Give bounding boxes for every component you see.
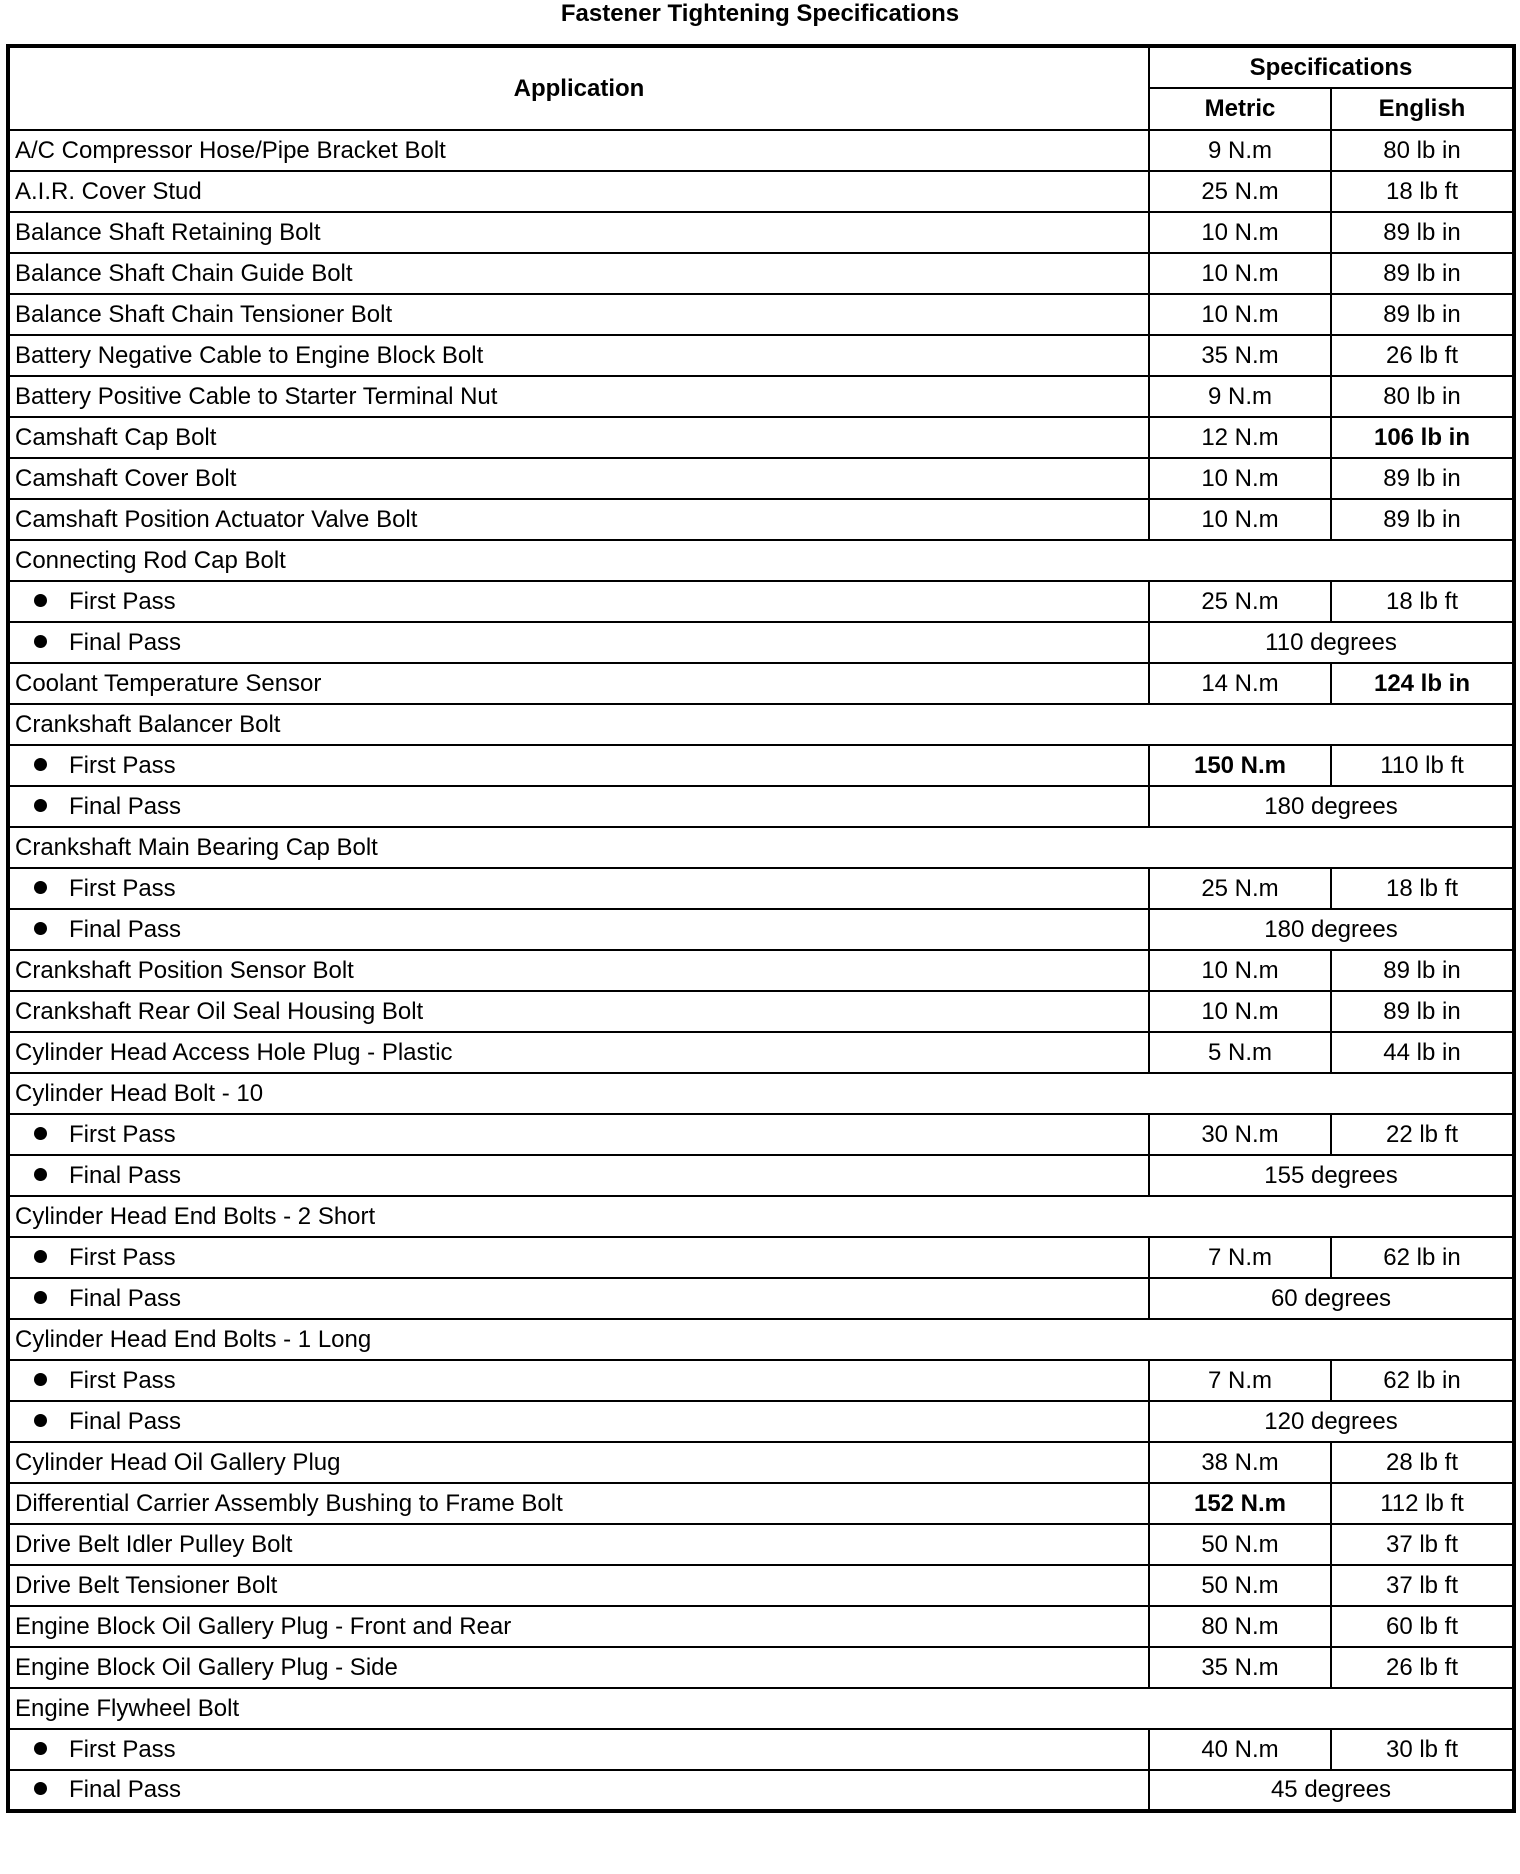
metric-cell: 50 N.m: [1149, 1565, 1331, 1606]
table-row: [8, 294, 1514, 335]
application-label: Balance Shaft Retaining Bolt: [15, 218, 321, 246]
metric-cell: 9 N.m: [1149, 130, 1331, 171]
page-title: Fastener Tightening Specifications: [560, 0, 960, 27]
angle-spec-cell: 180 degrees: [1149, 909, 1514, 950]
application-label: First Pass: [69, 1120, 176, 1148]
application-group-label: Cylinder Head End Bolts - 1 Long: [8, 1319, 1149, 1360]
application-label: Final Pass: [69, 1161, 182, 1189]
application-cell: [8, 1483, 1149, 1524]
application-cell: [8, 1729, 1149, 1770]
table-row: [8, 1688, 1514, 1729]
table-row: [8, 417, 1514, 458]
english-cell: 37 lb ft: [1331, 1565, 1514, 1606]
metric-cell: 25 N.m: [1149, 868, 1331, 909]
table-row: [8, 663, 1514, 704]
metric-cell: 10 N.m: [1149, 991, 1331, 1032]
english-cell: 80 lb in: [1331, 376, 1514, 417]
bullet-icon: [34, 1782, 47, 1795]
header-specifications: Specifications: [1149, 46, 1514, 88]
table-row: [8, 1237, 1514, 1278]
english-cell: 89 lb in: [1331, 212, 1514, 253]
application-cell: [8, 1442, 1149, 1483]
table-row: [8, 458, 1514, 499]
group-spec-filler: [1149, 1319, 1514, 1360]
application-cell: [8, 499, 1149, 540]
fastener-spec-table: [6, 44, 1516, 1813]
table-row: [8, 1770, 1514, 1811]
application-label: First Pass: [69, 1243, 176, 1271]
angle-spec-cell: 120 degrees: [1149, 1401, 1514, 1442]
group-spec-filler: [1149, 540, 1514, 581]
table-row: [8, 540, 1514, 581]
bullet-icon: [34, 1373, 47, 1386]
metric-cell: 25 N.m: [1149, 171, 1331, 212]
application-cell: [8, 1524, 1149, 1565]
application-cell: [8, 130, 1149, 171]
application-cell: [8, 581, 1149, 622]
application-label: First Pass: [69, 874, 176, 902]
metric-cell: 10 N.m: [1149, 212, 1331, 253]
table-row: [8, 581, 1514, 622]
table-row: [8, 171, 1514, 212]
application-cell: [8, 950, 1149, 991]
english-cell: 89 lb in: [1331, 458, 1514, 499]
application-group-label: Crankshaft Balancer Bolt: [8, 704, 1149, 745]
bullet-icon: [34, 594, 47, 607]
application-cell: [8, 376, 1149, 417]
application-cell: [8, 294, 1149, 335]
metric-cell: 30 N.m: [1149, 1114, 1331, 1155]
english-cell: 89 lb in: [1331, 294, 1514, 335]
application-label: Camshaft Cap Bolt: [15, 423, 217, 451]
english-cell: 62 lb in: [1331, 1237, 1514, 1278]
application-label: Cylinder Head Access Hole Plug - Plastic: [15, 1038, 453, 1066]
english-cell: 89 lb in: [1331, 950, 1514, 991]
bullet-icon: [34, 758, 47, 771]
table-row: [8, 622, 1514, 663]
application-cell: [8, 868, 1149, 909]
application-label: Engine Block Oil Gallery Plug - Side: [15, 1653, 398, 1681]
application-label: Balance Shaft Chain Tensioner Bolt: [15, 300, 393, 328]
application-cell: [8, 991, 1149, 1032]
application-cell: [8, 909, 1149, 950]
application-label: Crankshaft Position Sensor Bolt: [15, 956, 354, 984]
table-row: [8, 909, 1514, 950]
bullet-icon: [34, 881, 47, 894]
english-cell: 60 lb ft: [1331, 1606, 1514, 1647]
english-cell: 124 lb in: [1331, 663, 1514, 704]
english-cell: 37 lb ft: [1331, 1524, 1514, 1565]
application-cell: [8, 1770, 1149, 1811]
application-label: Final Pass: [69, 1776, 182, 1803]
english-cell: 112 lb ft: [1331, 1483, 1514, 1524]
table-row: [8, 1565, 1514, 1606]
english-cell: 89 lb in: [1331, 991, 1514, 1032]
bullet-icon: [34, 799, 47, 812]
metric-cell: 10 N.m: [1149, 950, 1331, 991]
english-cell: 89 lb in: [1331, 499, 1514, 540]
application-cell: [8, 663, 1149, 704]
application-cell: [8, 786, 1149, 827]
application-label: Camshaft Position Actuator Valve Bolt: [15, 505, 418, 533]
table-row: [8, 1729, 1514, 1770]
angle-spec-cell: 110 degrees: [1149, 622, 1514, 663]
application-label: Differential Carrier Assembly Bushing to Frame Bolt: [15, 1489, 563, 1517]
english-cell: 26 lb ft: [1331, 1647, 1514, 1688]
application-cell: [8, 1237, 1149, 1278]
table-row: [8, 499, 1514, 540]
application-cell: [8, 458, 1149, 499]
metric-cell: 152 N.m: [1149, 1483, 1331, 1524]
metric-cell: 5 N.m: [1149, 1032, 1331, 1073]
application-label: Final Pass: [69, 1407, 182, 1435]
application-cell: [8, 745, 1149, 786]
table-row: [8, 1155, 1514, 1196]
english-cell: 26 lb ft: [1331, 335, 1514, 376]
metric-cell: 80 N.m: [1149, 1606, 1331, 1647]
english-cell: 44 lb in: [1331, 1032, 1514, 1073]
group-spec-filler: [1149, 1688, 1514, 1729]
application-cell: [8, 1360, 1149, 1401]
metric-cell: 10 N.m: [1149, 499, 1331, 540]
group-spec-filler: [1149, 704, 1514, 745]
metric-cell: 7 N.m: [1149, 1237, 1331, 1278]
group-spec-filler: [1149, 827, 1514, 868]
table-row: [8, 1442, 1514, 1483]
table-row: [8, 1278, 1514, 1319]
table-row: [8, 1401, 1514, 1442]
application-cell: [8, 1032, 1149, 1073]
group-spec-filler: [1149, 1073, 1514, 1114]
metric-cell: 25 N.m: [1149, 581, 1331, 622]
metric-cell: 35 N.m: [1149, 1647, 1331, 1688]
application-label: Drive Belt Tensioner Bolt: [15, 1571, 278, 1599]
group-spec-filler: [1149, 1196, 1514, 1237]
application-label: Engine Block Oil Gallery Plug - Front and Rear: [15, 1612, 512, 1640]
bullet-icon: [34, 1127, 47, 1140]
metric-cell: 38 N.m: [1149, 1442, 1331, 1483]
angle-spec-cell: 60 degrees: [1149, 1278, 1514, 1319]
bullet-icon: [34, 1742, 47, 1755]
application-group-label: Engine Flywheel Bolt: [8, 1688, 1149, 1729]
table-row: [8, 786, 1514, 827]
metric-cell: 50 N.m: [1149, 1524, 1331, 1565]
bullet-icon: [34, 1291, 47, 1304]
english-cell: 28 lb ft: [1331, 1442, 1514, 1483]
english-cell: 80 lb in: [1331, 130, 1514, 171]
table-row: [8, 253, 1514, 294]
application-label: Balance Shaft Chain Guide Bolt: [15, 259, 353, 287]
bullet-icon: [34, 1414, 47, 1427]
english-cell: 89 lb in: [1331, 253, 1514, 294]
metric-cell: 10 N.m: [1149, 294, 1331, 335]
table-row: [8, 130, 1514, 171]
table-row: [8, 1032, 1514, 1073]
table-row: [8, 704, 1514, 745]
bullet-icon: [34, 635, 47, 648]
table-row: [8, 1319, 1514, 1360]
metric-cell: 9 N.m: [1149, 376, 1331, 417]
bullet-icon: [34, 1168, 47, 1181]
table-row: [8, 950, 1514, 991]
application-label: First Pass: [69, 751, 176, 779]
english-cell: 30 lb ft: [1331, 1729, 1514, 1770]
table-row: [8, 376, 1514, 417]
table-row: [8, 868, 1514, 909]
english-cell: 22 lb ft: [1331, 1114, 1514, 1155]
table-row: [8, 1360, 1514, 1401]
metric-cell: 35 N.m: [1149, 335, 1331, 376]
application-label: Final Pass: [69, 628, 182, 656]
english-cell: 106 lb in: [1331, 417, 1514, 458]
table-row: [8, 1483, 1514, 1524]
application-label: Drive Belt Idler Pulley Bolt: [15, 1530, 293, 1558]
metric-cell: 14 N.m: [1149, 663, 1331, 704]
table-row: [8, 335, 1514, 376]
metric-cell: 10 N.m: [1149, 458, 1331, 499]
table-row: [8, 745, 1514, 786]
application-label: Camshaft Cover Bolt: [15, 464, 237, 492]
application-label: Battery Negative Cable to Engine Block Bolt: [15, 341, 484, 369]
table-row: [8, 827, 1514, 868]
english-cell: 18 lb ft: [1331, 581, 1514, 622]
application-label: First Pass: [69, 1366, 176, 1394]
application-cell: [8, 171, 1149, 212]
application-label: First Pass: [69, 587, 176, 615]
application-group-label: Connecting Rod Cap Bolt: [8, 540, 1149, 581]
metric-cell: 10 N.m: [1149, 253, 1331, 294]
application-label: A/C Compressor Hose/Pipe Bracket Bolt: [15, 136, 446, 164]
application-cell: [8, 1565, 1149, 1606]
angle-spec-cell: 45 degrees: [1149, 1770, 1514, 1811]
metric-cell: 40 N.m: [1149, 1729, 1331, 1770]
application-label: A.I.R. Cover Stud: [15, 177, 202, 205]
bullet-icon: [34, 1250, 47, 1263]
angle-spec-cell: 180 degrees: [1149, 786, 1514, 827]
header-english: English: [1331, 88, 1514, 130]
table-row: [8, 1524, 1514, 1565]
table-row: [8, 1196, 1514, 1237]
application-label: Final Pass: [69, 915, 182, 943]
application-label: Cylinder Head Oil Gallery Plug: [15, 1448, 341, 1476]
application-cell: [8, 622, 1149, 663]
table-row: [8, 1606, 1514, 1647]
application-cell: [8, 417, 1149, 458]
table-row: [8, 212, 1514, 253]
table-row: [8, 1073, 1514, 1114]
table-row: [8, 1647, 1514, 1688]
application-cell: [8, 1114, 1149, 1155]
application-label: Crankshaft Rear Oil Seal Housing Bolt: [15, 997, 424, 1025]
application-label: Final Pass: [69, 1284, 182, 1312]
application-group-label: Cylinder Head End Bolts - 2 Short: [8, 1196, 1149, 1237]
table-body: [8, 130, 1514, 1811]
application-cell: [8, 1647, 1149, 1688]
application-label: Coolant Temperature Sensor: [15, 669, 322, 697]
header-application: Application: [8, 46, 1149, 130]
header-metric: Metric: [1149, 88, 1331, 130]
metric-cell: 150 N.m: [1149, 745, 1331, 786]
application-group-label: Cylinder Head Bolt - 10: [8, 1073, 1149, 1114]
english-cell: 18 lb ft: [1331, 171, 1514, 212]
application-cell: [8, 253, 1149, 294]
application-cell: [8, 1278, 1149, 1319]
application-cell: [8, 212, 1149, 253]
angle-spec-cell: 155 degrees: [1149, 1155, 1514, 1196]
application-label: Final Pass: [69, 792, 182, 820]
bullet-icon: [34, 922, 47, 935]
application-group-label: Crankshaft Main Bearing Cap Bolt: [8, 827, 1149, 868]
metric-cell: 7 N.m: [1149, 1360, 1331, 1401]
application-cell: [8, 1401, 1149, 1442]
english-cell: 110 lb ft: [1331, 745, 1514, 786]
application-cell: [8, 1606, 1149, 1647]
application-label: First Pass: [69, 1735, 176, 1763]
english-cell: 62 lb in: [1331, 1360, 1514, 1401]
metric-cell: 12 N.m: [1149, 417, 1331, 458]
application-label: Battery Positive Cable to Starter Terminal Nut: [15, 382, 498, 410]
english-cell: 18 lb ft: [1331, 868, 1514, 909]
application-cell: [8, 335, 1149, 376]
table-row: [8, 991, 1514, 1032]
application-cell: [8, 1155, 1149, 1196]
table-row: [8, 1114, 1514, 1155]
